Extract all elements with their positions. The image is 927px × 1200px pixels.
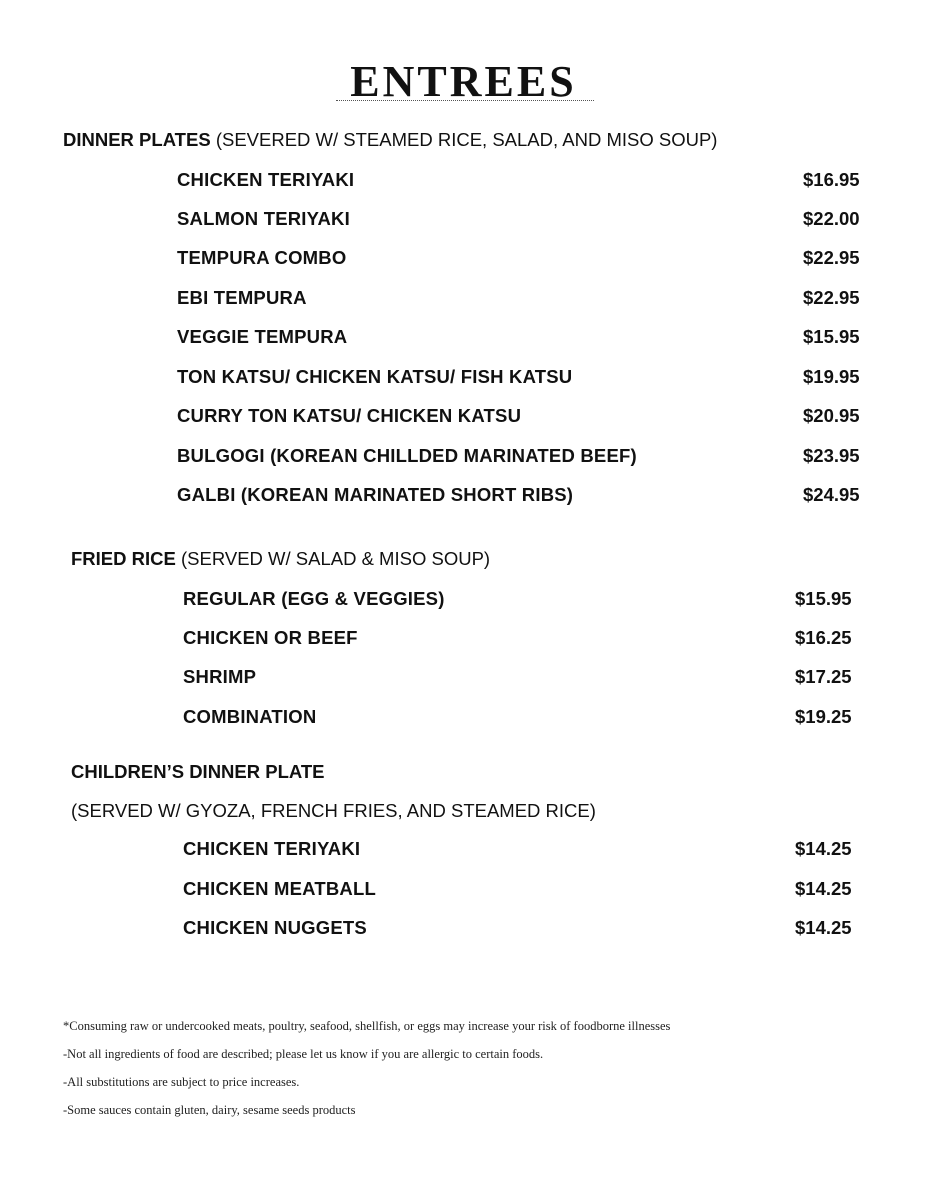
- dinner-plates-note: (SEVERED W/ STEAMED RICE, SALAD, AND MISO SOUP): [215, 129, 718, 150]
- menu-item-price: $16.25: [795, 627, 852, 648]
- childrens-note: (SERVED W/ GYOZA, FRENCH FRIES, AND STEAMED RICE): [71, 800, 596, 821]
- menu-item-name: CHICKEN TERIYAKI: [177, 169, 355, 190]
- menu-item-name: REGULAR (EGG & VEGGIES): [183, 588, 445, 609]
- fried-rice-title: FRIED RICE: [71, 548, 176, 569]
- menu-item-name: CHICKEN TERIYAKI: [183, 838, 361, 859]
- menu-item-price: $22.00: [803, 208, 860, 229]
- menu-item-price: $22.95: [803, 287, 860, 308]
- menu-item-name: CHICKEN OR BEEF: [183, 627, 358, 648]
- footnote: -Not all ingredients of food are described; please let us know if you are allergic to certain foods.: [63, 1047, 544, 1061]
- footnote: -Some sauces contain gluten, dairy, sesame seeds products: [63, 1103, 356, 1117]
- menu-item-price: $17.25: [795, 666, 852, 687]
- menu-item-name: SALMON TERIYAKI: [177, 208, 350, 229]
- fried-rice-note: (SERVED W/ SALAD & MISO SOUP): [180, 548, 491, 569]
- menu-item-price: $14.25: [795, 838, 852, 859]
- fried-rice-heading: [71, 548, 490, 570]
- menu-item-name: VEGGIE TEMPURA: [177, 326, 348, 347]
- menu-item-price: $14.25: [795, 917, 852, 938]
- menu-item-name: CURRY TON KATSU/ CHICKEN KATSU: [177, 405, 522, 426]
- menu-item-name: TEMPURA COMBO: [177, 247, 347, 268]
- menu-item-price: $24.95: [803, 484, 860, 505]
- menu-item-price: $16.95: [803, 169, 860, 190]
- menu-item-price: $20.95: [803, 405, 860, 426]
- menu-item-name: COMBINATION: [183, 706, 317, 727]
- menu-item-name: TON KATSU/ CHICKEN KATSU/ FISH KATSU: [177, 366, 573, 387]
- menu-item-price: $15.95: [795, 588, 852, 609]
- dinner-plates-title: DINNER PLATES: [63, 129, 211, 150]
- menu-item-price: $19.25: [795, 706, 852, 727]
- menu-item-price: $23.95: [803, 445, 860, 466]
- menu-item-price: $19.95: [803, 366, 860, 387]
- childrens-heading: [71, 761, 325, 783]
- dinner-plates-heading: [63, 129, 717, 151]
- menu-item-name: GALBI (KOREAN MARINATED SHORT RIBS): [177, 484, 574, 505]
- title-underline: [336, 100, 594, 101]
- menu-item-name: EBI TEMPURA: [177, 287, 307, 308]
- menu-item-name: CHICKEN NUGGETS: [183, 917, 367, 938]
- childrens-title: CHILDREN’S DINNER PLATE: [71, 761, 325, 782]
- menu-item-name: BULGOGI (KOREAN CHILLDED MARINATED BEEF): [177, 445, 637, 466]
- footnote: *Consuming raw or undercooked meats, poultry, seafood, shellfish, or eggs may increase your risk of foodborne illnesses: [63, 1019, 671, 1033]
- footnote: -All substitutions are subject to price increases.: [63, 1075, 300, 1089]
- page-title: ENTREES: [350, 57, 577, 106]
- menu-item-name: CHICKEN MEATBALL: [183, 878, 376, 899]
- menu-item-name: SHRIMP: [183, 666, 257, 687]
- menu-item-price: $15.95: [803, 326, 860, 347]
- menu-item-price: $22.95: [803, 247, 860, 268]
- menu-item-price: $14.25: [795, 878, 852, 899]
